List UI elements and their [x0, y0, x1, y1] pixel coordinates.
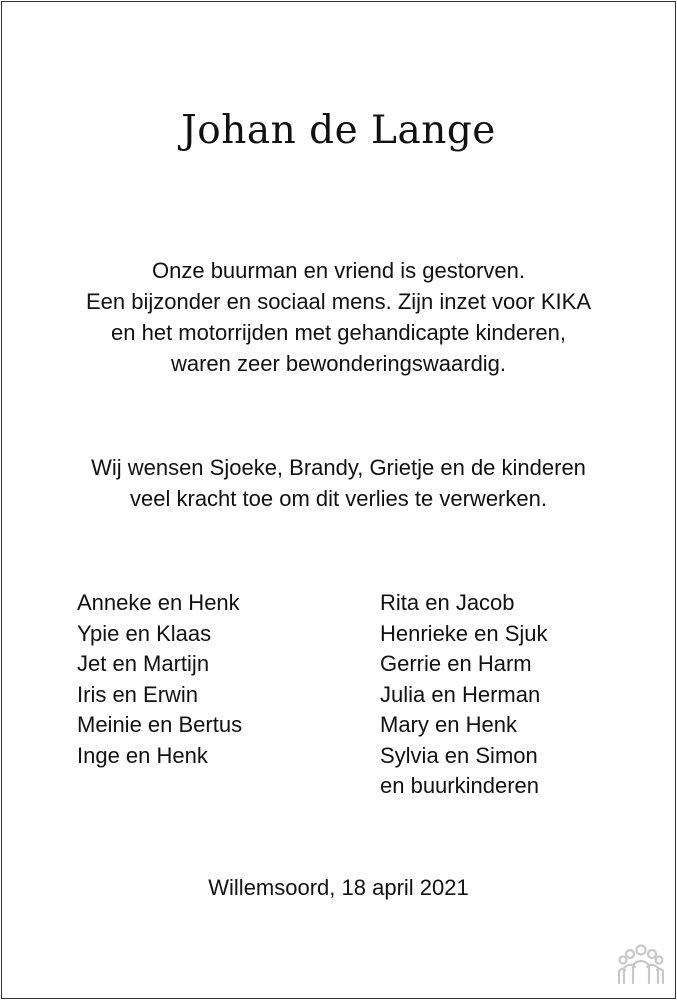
wishes-line: Wij wensen Sjoeke, Brandy, Grietje en de kinderen [91, 455, 586, 480]
signatory-name: Julia en Herman [380, 681, 541, 707]
signatory-name: Henrieke en Sjuk [380, 620, 548, 646]
message-line: Een bijzonder en sociaal mens. Zijn inzet voor KIKA [85, 289, 592, 314]
signatory-name: Jet en Martijn [77, 651, 210, 676]
message-block [0, 255, 677, 379]
signatory-name: Gerrie en Harm [380, 651, 532, 676]
wishes-block [0, 452, 677, 514]
signatory-name: Inge en Henk [77, 742, 208, 768]
wishes-line: veel kracht toe om dit verlies te verwerken. [130, 486, 547, 511]
signatory-name: Mary en Henk [380, 712, 517, 737]
signatory-name: Meinie en Bertus [77, 712, 243, 737]
message-line: en het motorrijden met gehandicapte kinderen, [111, 320, 566, 345]
signatory-name: Ypie en Klaas [77, 620, 212, 646]
signatories-left-column [77, 588, 242, 771]
signatory-name: Anneke en Henk [77, 590, 240, 615]
signatory-name: Sylvia en Simon [380, 742, 538, 768]
signatory-name: en buurkinderen [380, 773, 540, 798]
place-and-date: Willemsoord, 18 april 2021 [208, 875, 469, 900]
people-group-icon [618, 943, 664, 987]
message-line: Onze buurman en vriend is gestorven. [152, 258, 525, 283]
signatory-name: Rita en Jacob [380, 590, 515, 615]
deceased-name: Johan de Lange [181, 108, 496, 153]
signatory-name: Iris en Erwin [77, 681, 199, 707]
message-line: waren zeer bewonderingswaardig. [170, 351, 507, 376]
signatories-right-column [380, 588, 548, 802]
